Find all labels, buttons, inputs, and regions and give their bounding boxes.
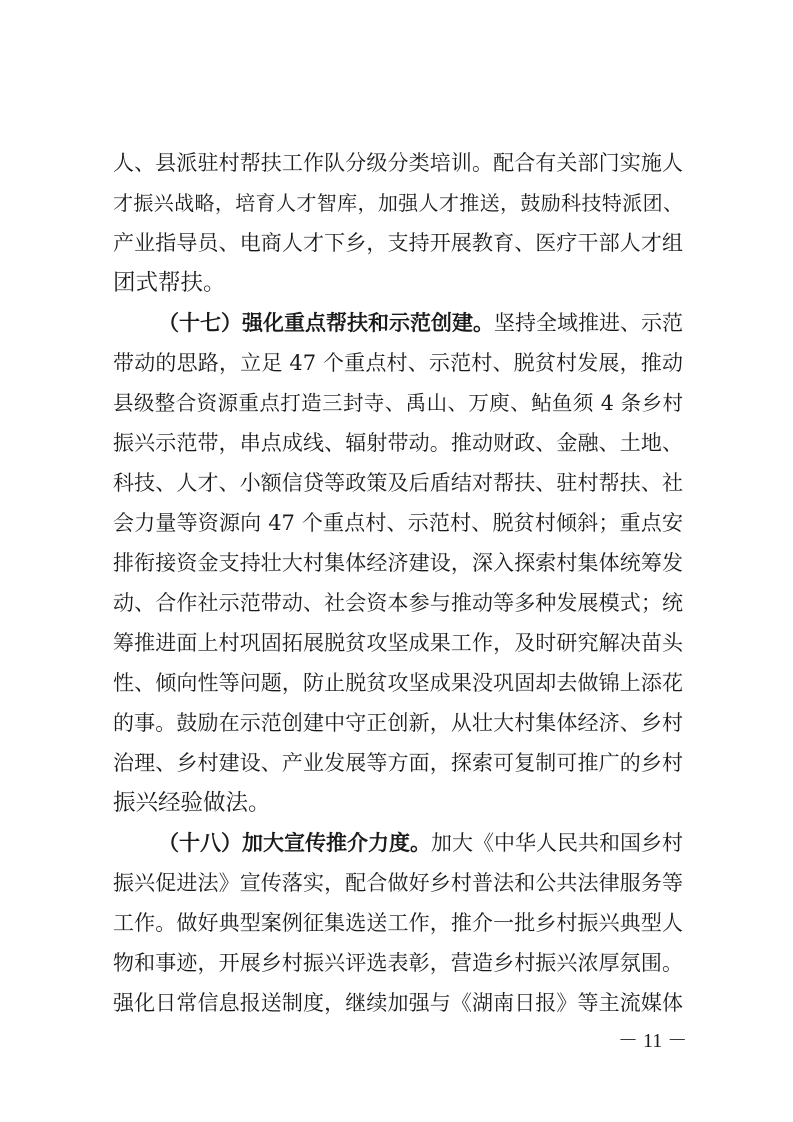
section-18-heading: （十八）加大宣传推介力度。	[158, 831, 431, 855]
text-span: 坚持全域推进、示范	[494, 311, 683, 335]
text-line: 产业指导员、电商人才下乡，支持开展教育、医疗干部人才组	[113, 231, 683, 255]
text-line: 科技、人才、小额信贷等政策及后盾结对帮扶、驻村帮扶、社	[113, 471, 683, 495]
text-line: 的事。鼓励在示范创建中守正创新，从壮大村集体经济、乡村	[113, 711, 683, 735]
text-line: 才振兴战略，培育人才智库，加强人才推送，鼓励科技特派团、	[113, 191, 683, 215]
text-line: 团式帮扶。	[113, 270, 226, 296]
text-line: 振兴示范带，串点成线、辐射带动。推动财政、金融、土地、	[113, 431, 683, 455]
text-line: 带动的思路，立足 47 个重点村、示范村、脱贫村发展，推动	[113, 351, 683, 375]
text-span: 加大《中华人民共和国乡村	[431, 831, 683, 855]
section-17-heading: （十七）强化重点帮扶和示范创建。	[158, 311, 494, 335]
text-line: 动、合作社示范带动、社会资本参与推动等多种发展模式；统	[113, 591, 683, 615]
text-line: 物和事迹，开展乡村振兴评选表彰，营造乡村振兴浓厚氛围。	[113, 951, 683, 975]
text-line: 性、倾向性等问题，防止脱贫攻坚成果没巩固却去做锦上添花	[113, 671, 683, 695]
text-line: 工作。做好典型案例征集选送工作，推介一批乡村振兴典型人	[113, 911, 683, 935]
text-line: 人、县派驻村帮扶工作队分级分类培训。配合有关部门实施人	[113, 151, 683, 175]
text-line: 振兴经验做法。	[113, 790, 271, 816]
section-17-first-line	[158, 308, 683, 338]
page-number: － 11 －	[618, 1030, 688, 1052]
text-line: 筹推进面上村巩固拓展脱贫攻坚成果工作，及时研究解决苗头	[113, 631, 683, 655]
text-line: 振兴促进法》宣传落实，配合做好乡村普法和公共法律服务等	[113, 871, 683, 895]
text-line: 会力量等资源向 47 个重点村、示范村、脱贫村倾斜；重点安	[113, 511, 683, 535]
text-line: 治理、乡村建设、产业发展等方面，探索可复制可推广的乡村	[113, 751, 683, 775]
text-line: 强化日常信息报送制度，继续加强与《湖南日报》等主流媒体	[113, 991, 683, 1015]
section-18-first-line	[158, 828, 683, 858]
text-line: 县级整合资源重点打造三封寺、禹山、万庾、鲇鱼须 4 条乡村	[113, 391, 683, 415]
text-line: 排衔接资金支持壮大村集体经济建设，深入探索村集体统筹发	[113, 551, 683, 575]
